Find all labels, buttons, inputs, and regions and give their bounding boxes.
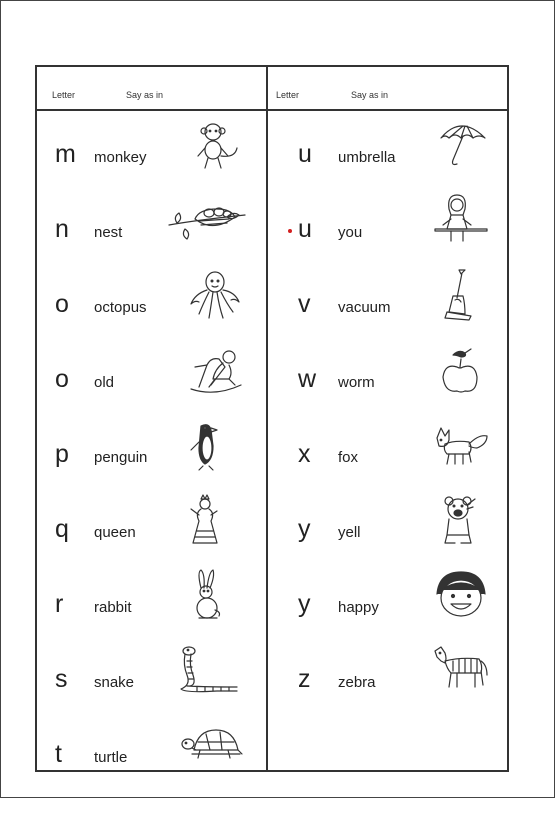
row-letter: u <box>298 215 312 243</box>
nest-icon <box>167 195 247 245</box>
row-word: penguin <box>94 449 148 466</box>
row-word: nest <box>94 224 123 241</box>
row-word: zebra <box>338 674 376 691</box>
row-letter: o <box>55 290 69 318</box>
row-word: happy <box>338 599 379 616</box>
row-letter: y <box>298 515 311 543</box>
row-letter: u <box>298 140 312 168</box>
queen-icon <box>177 495 237 545</box>
octopus-icon <box>185 270 245 320</box>
row-word: umbrella <box>338 149 396 166</box>
row-word: octopus <box>94 299 147 316</box>
row-word: you <box>338 224 363 241</box>
left-column <box>37 67 268 770</box>
turtle-icon <box>180 720 244 770</box>
table-row <box>37 742 266 817</box>
row-letter: z <box>298 665 311 693</box>
table-row <box>268 667 507 742</box>
row-letter: m <box>55 140 76 168</box>
umbrella-icon <box>431 120 491 170</box>
vacuum-icon <box>431 270 491 320</box>
row-word: vacuum <box>338 299 391 316</box>
row-word: snake <box>94 674 135 691</box>
row-word: turtle <box>94 749 128 766</box>
red-mark <box>288 229 292 233</box>
row-letter: p <box>55 440 69 468</box>
row-word: rabbit <box>94 599 132 616</box>
yelling-bear-icon <box>431 495 491 545</box>
row-letter: s <box>55 665 68 693</box>
old-person-rocking-chair-icon <box>185 345 245 395</box>
row-letter: v <box>298 290 311 318</box>
row-letter: r <box>55 590 64 618</box>
header-say-as-in: Say as in <box>351 90 389 100</box>
worm-apple-icon <box>431 345 491 395</box>
header-say-as-in: Say as in <box>126 90 164 100</box>
row-letter: w <box>298 365 317 393</box>
fox-icon <box>431 420 491 470</box>
monkey-icon <box>185 120 245 170</box>
row-word: old <box>94 374 115 391</box>
right-header <box>268 67 507 111</box>
row-word: worm <box>338 374 375 391</box>
phonics-table <box>35 65 509 772</box>
header-letter: Letter <box>276 90 300 100</box>
row-letter: o <box>55 365 69 393</box>
zebra-icon <box>431 645 491 695</box>
row-word: queen <box>94 524 136 541</box>
penguin-icon <box>177 420 237 470</box>
snake-icon <box>177 645 243 695</box>
row-word: yell <box>338 524 361 541</box>
left-header <box>37 67 266 111</box>
row-letter: t <box>55 740 62 768</box>
header-letter: Letter <box>52 90 76 100</box>
row-word: fox <box>338 449 359 466</box>
girl-icon <box>431 195 491 245</box>
rabbit-icon <box>177 570 237 620</box>
row-letter: q <box>55 515 69 543</box>
row-letter: y <box>298 590 311 618</box>
right-column <box>268 67 507 770</box>
row-letter: n <box>55 215 69 243</box>
happy-face-icon <box>431 570 491 620</box>
row-word: monkey <box>94 149 147 166</box>
row-letter: x <box>298 440 311 468</box>
